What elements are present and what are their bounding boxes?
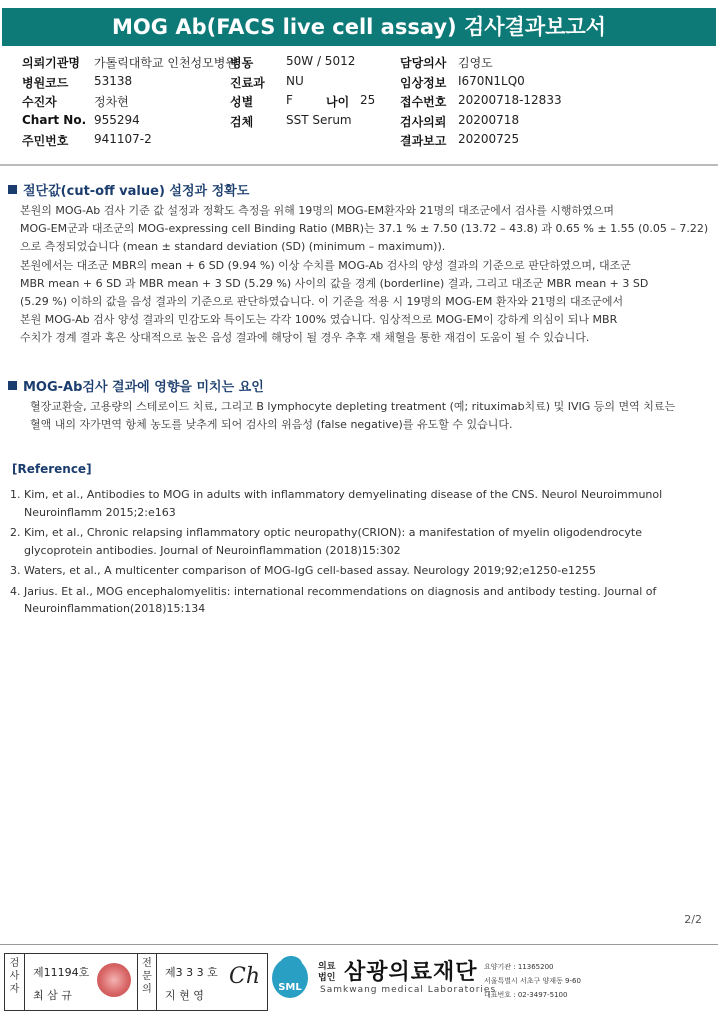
ward-label: 병동 [230, 56, 254, 70]
hospital-code-value: 53138 [94, 73, 133, 88]
cutoff-paragraph [20, 202, 708, 348]
reference-item: 3. Waters, et al., A multicenter comparison of MOG-IgG cell-based assay. Neurology 2019;92;e1250-e1255 [10, 564, 596, 577]
section-heading-cutoff: 절단값(cut-off value) 설정과 정확도 [8, 180, 249, 199]
sex-value: F [286, 93, 293, 107]
paragraph-line: 본원에서는 대조군 MBR의 mean + 6 SD (9.94 %) 이상 수치를 MOG-Ab 검사의 양성 결과의 기준으로 판단하였으며, 대조군 [20, 258, 631, 272]
institution-value: 가톨릭대학교 인천성모병원 [94, 56, 237, 70]
footer-divider [0, 944, 718, 945]
factors-paragraph [30, 398, 675, 434]
sml-logo: SML [272, 958, 308, 998]
id-no-value: 941107-2 [94, 132, 152, 146]
paragraph-line: 본원의 MOG-Ab 검사 기준 값 설정과 정확도 측정을 위해 19명의 MOG-EM환자와 21명의 대조군에서 검사를 시행하였으며 [20, 204, 614, 217]
reference-item: 1. Kim, et al., Antibodies to MOG in adults with inflammatory demyelinating disease of the CNS. Neurol Neuroimmunol Neuroinflamm 2015;2:e163 [10, 488, 663, 519]
examiner-name: 최 삼 규 [33, 989, 72, 1002]
patient-info [22, 54, 702, 152]
chart-no-label: Chart No. [22, 112, 87, 127]
page-number: 2/2 [684, 913, 702, 926]
organization-block [272, 954, 712, 1010]
org-english-name: Samkwang medical Laboratories [320, 985, 497, 995]
report-date-label: 결과보고 [400, 134, 447, 148]
square-bullet-icon [8, 381, 17, 390]
signature-box [4, 953, 268, 1011]
specimen-value: SST Serum [286, 112, 352, 127]
paragraph-line: MOG-EM군과 대조군의 MOG-expressing cell Binding Ratio (MBR)는 37.1 % ± 7.50 (13.72 – 43.8) 과 0.65 % ± 1.55 (0.05 – 7.22) [20, 222, 709, 236]
doctor-name: 지 현 영 [165, 989, 204, 1002]
collector-value: 정차현 [94, 95, 129, 109]
examiner-license-no: 제11194호 [33, 966, 90, 979]
hospital-code-label: 병원코드 [22, 75, 69, 90]
age-value: 25 [360, 93, 376, 107]
square-bullet-icon [8, 185, 17, 194]
id-no-label: 주민번호 [22, 134, 69, 148]
reference-item: 2. Kim, et al., Chronic relapsing inflammatory optic neuropathy(CRION): a manifestation of myelin oligodendrocyte glycoprotein antibodies. Journal of Neuroinflammation (2018)15:302 [10, 526, 642, 557]
request-date-value: 20200718 [458, 112, 520, 127]
seal-stamp [97, 963, 131, 997]
doctor-signature: Ch [229, 964, 261, 989]
report-title: MOG Ab(FACS live cell assay) 검사결과보고서 [2, 8, 716, 46]
receipt-no-label: 접수번호 [400, 95, 447, 109]
org-name: 삼광의료재단 [344, 960, 478, 985]
collector-label: 수진자 [22, 95, 57, 109]
org-contact-info: 요양기관 : 11365200 서울특별시 서초구 양재동 9-60 대표번호 : 02-3497-5100 [484, 963, 581, 999]
paragraph-line: MBR mean + 6 SD 과 MBR mean + 3 SD (5.29 %) 사이의 값을 경계 (borderline) 결과, 그리고 대조군 MBR mean + 3 SD [20, 276, 649, 290]
clinical-info-value: I670N1LQ0 [458, 73, 525, 88]
paragraph-line: 본원 MOG-Ab 검사 양성 결과의 민감도와 특이도는 각각 100% 였습니다. 임상적으로 MOG-EM이 강하게 의심이 되나 MBR [20, 313, 618, 327]
institution-label: 의뢰기관명 [22, 56, 80, 70]
sex-label: 성별 [230, 95, 254, 109]
paragraph-line: 혈장교환술, 고용량의 스테로이드 치료, 그리고 B lymphocyte depleting treatment (예; rituximab치료) 및 IVIG 등의 면역 치료는 [30, 400, 676, 413]
org-prefix: 의료 법인 [318, 962, 336, 983]
paragraph-line: 으로 측정되었습니다 (mean ± standard deviation (SD) (minimum – maximum)). [20, 240, 446, 254]
chart-no-value: 955294 [94, 112, 140, 127]
clinical-info-label: 임상정보 [400, 75, 447, 90]
doctor-license-no: 제3 3 3 호 [165, 966, 218, 979]
reference-heading: [Reference] [12, 462, 92, 476]
header-divider [0, 164, 718, 166]
examiner-label: 검사자 [5, 954, 25, 1010]
receipt-no-value: 20200718-12833 [458, 93, 562, 107]
paragraph-line: 수치가 경계 결과 혹은 상대적으로 높은 음성 결과에 해당이 될 경우 추후 재 채혈을 통한 재검이 도움이 될 수 있습니다. [20, 331, 590, 345]
doctor-title-label: 전문의 [137, 954, 157, 1010]
report-date-value: 20200725 [458, 132, 520, 146]
dept-value: NU [286, 73, 304, 88]
age-label: 나이 [326, 95, 350, 109]
reference-list [10, 486, 700, 621]
dept-label: 진료과 [230, 75, 265, 90]
section-heading-factors: MOG-Ab검사 결과에 영향을 미치는 요인 [8, 376, 264, 395]
request-date-label: 검사의뢰 [400, 114, 447, 129]
paragraph-line: (5.29 %) 이하의 값을 음성 결과의 기준으로 판단하였습니다. 이 기준을 적용 시 19명의 MOG-EM 환자와 21명의 대조군에서 [20, 295, 624, 309]
doctor-value: 김영도 [458, 56, 493, 70]
reference-item: 4. Jarius. Et al., MOG encephalomyelitis: international recommendations on diagnosis and antibody testing. Journal of Neuroinflammation(2018)15:134 [10, 584, 657, 615]
ward-value: 50W / 5012 [286, 54, 356, 68]
specimen-label: 검체 [230, 114, 254, 129]
paragraph-line: 혈액 내의 자가면역 항체 농도를 낮추게 되어 검사의 위음성 (false negative)를 유도할 수 있습니다. [30, 418, 513, 432]
doctor-label: 담당의사 [400, 56, 447, 70]
